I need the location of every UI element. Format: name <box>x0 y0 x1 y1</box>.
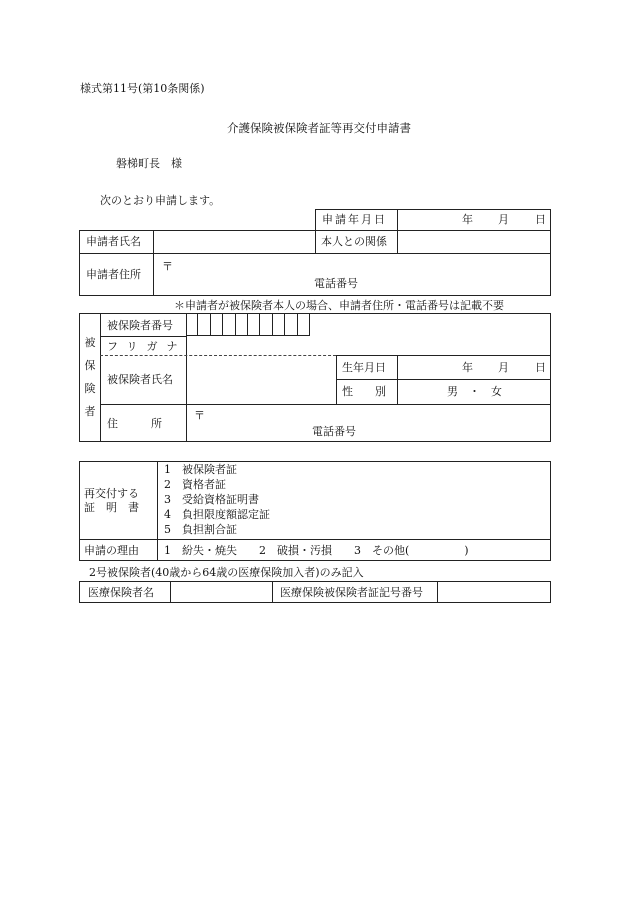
insured-number-digit[interactable] <box>248 313 260 336</box>
applicant-note: ＊申請者が被保険者本人の場合、申請者住所・電話番号は記載不要 <box>174 299 504 312</box>
furigana-field[interactable] <box>189 339 334 353</box>
reason-label: 申請の理由 <box>84 544 139 557</box>
reissue-label-line2: 証 明 書 <box>84 501 139 514</box>
reissue-item[interactable]: 1 被保険者証 <box>164 463 237 476</box>
insured-number-digit[interactable] <box>236 313 248 336</box>
reissue-item[interactable]: 3 受給資格証明書 <box>164 493 259 506</box>
insured-number-digit[interactable] <box>285 313 297 336</box>
insured-postal-mark: 〒 <box>194 409 205 422</box>
medical-symbol-label: 医療保険被保険者証記号番号 <box>280 586 423 599</box>
relation-field[interactable] <box>400 233 548 251</box>
applicant-address-field[interactable] <box>175 257 545 275</box>
furigana-label: フリガナ <box>107 340 187 353</box>
reason-options[interactable]: 1 紛失・焼失 2 破損・汚損 3 その他( ) <box>164 544 469 557</box>
birth-date-label: 生年月日 <box>342 361 386 374</box>
birth-year[interactable]: 年 <box>462 361 473 374</box>
insured-name-label: 被保険者氏名 <box>107 373 173 386</box>
insured-side-char-4: 者 <box>84 405 96 418</box>
medical-insurer-label: 医療保険者名 <box>88 586 154 599</box>
reissue-item[interactable]: 4 負担限度額認定証 <box>164 508 270 521</box>
reissue-item[interactable]: 2 資格者証 <box>164 478 226 491</box>
insured-number-digit[interactable] <box>273 313 285 336</box>
application-date-day[interactable]: 日 <box>535 213 546 226</box>
insured-side-char-1: 被 <box>84 336 96 349</box>
sex-label: 性 別 <box>342 385 386 398</box>
secondary-note: 2号被保険者(40歳から64歳の医療保険加入者)のみ記入 <box>89 566 364 579</box>
insured-side-char-3: 険 <box>84 382 96 395</box>
intro-text: 次のとおり申請します。 <box>100 194 221 207</box>
birth-day[interactable]: 日 <box>535 361 546 374</box>
reissue-label-line1: 再交付する <box>84 487 139 500</box>
application-date-label: 申請年月日 <box>322 213 387 226</box>
sex-options[interactable]: 男 ・ 女 <box>447 385 502 398</box>
insured-number-digit[interactable] <box>186 313 198 336</box>
applicant-address-label: 申請者住所 <box>86 268 141 281</box>
insured-number-label: 被保険者番号 <box>107 319 173 332</box>
reissue-item[interactable]: 5 負担割合証 <box>164 523 237 536</box>
insured-number-digit[interactable] <box>211 313 223 336</box>
medical-symbol-field[interactable] <box>440 584 548 600</box>
medical-insurer-field[interactable] <box>173 584 269 600</box>
insured-address-label: 住 所 <box>107 417 162 430</box>
form-title: 介護保険被保険者証等再交付申請書 <box>227 121 411 135</box>
applicant-postal-mark: 〒 <box>162 260 173 273</box>
insured-address-field[interactable] <box>207 407 545 424</box>
insured-number-digit[interactable] <box>260 313 272 336</box>
addressee: 磐梯町長 様 <box>116 157 182 170</box>
applicant-phone-label: 電話番号 <box>314 277 358 290</box>
application-date-month[interactable]: 月 <box>498 213 509 226</box>
insured-side-char-2: 保 <box>84 359 96 372</box>
applicant-name-label: 申請者氏名 <box>86 235 141 248</box>
insured-number-digit[interactable] <box>298 313 310 336</box>
insured-name-field[interactable] <box>189 358 334 402</box>
insured-phone-label: 電話番号 <box>312 425 356 438</box>
application-date-year[interactable]: 年 <box>462 213 473 226</box>
birth-month[interactable]: 月 <box>498 361 509 374</box>
relation-label: 本人との関係 <box>321 235 387 248</box>
insured-number-digit[interactable] <box>223 313 235 336</box>
applicant-name-field[interactable] <box>156 233 312 251</box>
insured-number-digit[interactable] <box>198 313 210 336</box>
form-number: 様式第11号(第10条関係) <box>80 82 205 95</box>
